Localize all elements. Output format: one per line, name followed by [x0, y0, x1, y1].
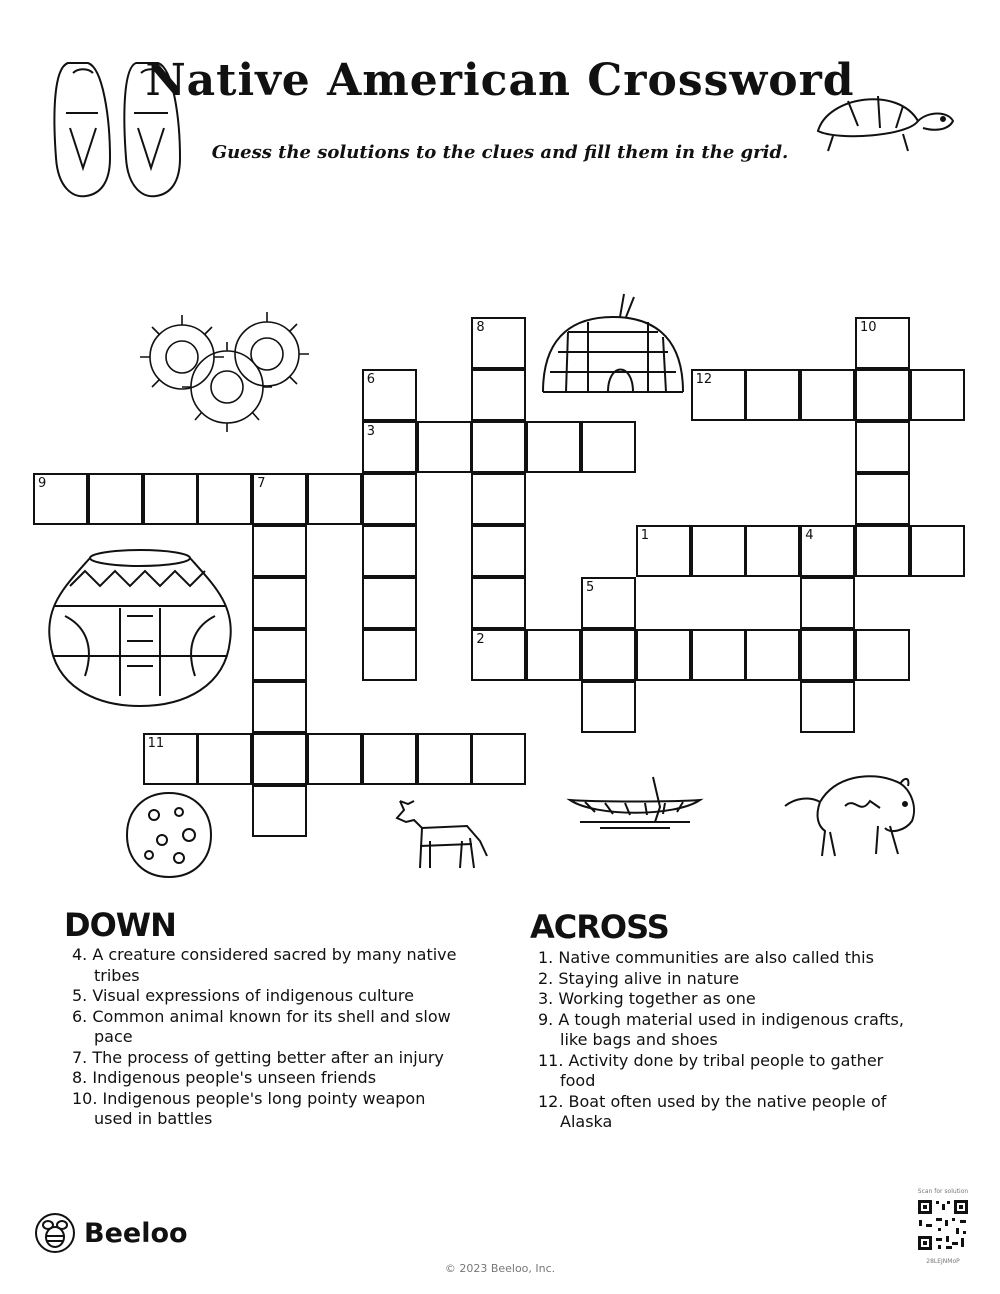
grid-cell[interactable] — [745, 629, 800, 681]
grid-cell[interactable] — [307, 733, 362, 785]
grid-cell[interactable] — [362, 369, 417, 421]
qr-code-icon[interactable] — [916, 1198, 970, 1252]
grid-cell[interactable] — [581, 681, 636, 733]
grid-cell[interactable] — [471, 733, 526, 785]
across-clue: 2. Staying alive in nature — [538, 968, 740, 988]
brand-name: Beeloo — [84, 1217, 188, 1249]
grid-cell[interactable] — [526, 421, 581, 473]
grid-cell[interactable] — [471, 317, 526, 369]
cell-number: 2 — [476, 632, 485, 647]
grid-cell[interactable] — [362, 421, 417, 473]
grid-cell[interactable] — [362, 577, 417, 629]
grid-cell[interactable] — [362, 525, 417, 577]
grid-cell[interactable] — [252, 785, 307, 837]
grid-cell[interactable] — [855, 421, 910, 473]
grid-cell[interactable] — [636, 525, 691, 577]
brand-logo — [34, 1212, 188, 1254]
cell-number: 3 — [366, 424, 376, 439]
grid-cell[interactable] — [691, 629, 746, 681]
grid-cell[interactable] — [636, 629, 691, 681]
grid-cell[interactable] — [143, 733, 198, 785]
cell-number: 6 — [366, 372, 376, 387]
cell-number: 9 — [38, 476, 47, 491]
grid-cell[interactable] — [307, 473, 362, 525]
down-clues — [70, 945, 460, 1130]
page-title: Native American Crossword — [145, 55, 855, 106]
grid-cell[interactable] — [526, 629, 581, 681]
bee-icon — [34, 1212, 76, 1254]
grid-cell[interactable] — [197, 733, 252, 785]
grid-cell[interactable] — [581, 629, 636, 681]
across-clue: 3. Working together as one — [538, 989, 756, 1008]
grid-cell[interactable] — [197, 473, 252, 525]
down-clue: 5. Visual expressions of indigenous culture — [72, 986, 414, 1005]
grid-cell[interactable] — [800, 577, 855, 629]
grid-cell[interactable] — [417, 733, 472, 785]
across-clue: 1. Native communities are also called this — [538, 948, 874, 967]
grid-cell[interactable] — [800, 629, 855, 681]
cell-number: 1 — [640, 528, 650, 543]
grid-cell[interactable] — [252, 681, 307, 733]
grid-cell[interactable] — [691, 525, 746, 577]
across-heading: ACROSS — [530, 908, 669, 946]
across-clue: 12. Boat often used by the native people of Alaska — [538, 1091, 887, 1131]
grid-cell[interactable] — [745, 525, 800, 577]
down-heading: DOWN — [64, 906, 176, 944]
grid-cell[interactable] — [471, 421, 526, 473]
down-clue: 7. The process of getting better after an injury — [72, 1047, 444, 1067]
cell-number: 4 — [805, 528, 814, 543]
down-clue: 8. Indigenous people's unseen friends — [72, 1068, 377, 1087]
grid-cell[interactable] — [800, 369, 855, 421]
down-clue: 10. Indigenous people's long pointy weapon used in battles — [72, 1088, 426, 1128]
grid-cell[interactable] — [252, 577, 307, 629]
grid-cell[interactable] — [471, 525, 526, 577]
cell-number: 7 — [257, 476, 266, 491]
grid-cell[interactable] — [252, 629, 307, 681]
grid-cell[interactable] — [800, 681, 855, 733]
grid-cell[interactable] — [252, 733, 307, 785]
grid-cell[interactable] — [362, 629, 417, 681]
grid-cell[interactable] — [855, 369, 910, 421]
grid-cell[interactable] — [910, 369, 965, 421]
copyright-notice: © 2023 Beeloo, Inc. — [444, 1262, 556, 1275]
grid-cell[interactable] — [362, 733, 417, 785]
across-clues — [536, 948, 911, 1133]
cell-number: 11 — [147, 736, 165, 751]
grid-cell[interactable] — [581, 421, 636, 473]
across-clue: 9. A tough material used in indigenous crafts, like bags and shoes — [538, 1009, 904, 1049]
grid-cell[interactable] — [417, 421, 472, 473]
grid-cell[interactable] — [691, 369, 746, 421]
qr-label: Scan for solution — [917, 1188, 969, 1195]
grid-cell[interactable] — [143, 473, 198, 525]
grid-cell[interactable] — [745, 369, 800, 421]
grid-cell[interactable] — [471, 629, 526, 681]
grid-cell[interactable] — [33, 473, 88, 525]
grid-cell[interactable] — [855, 525, 910, 577]
grid-cell[interactable] — [800, 525, 855, 577]
grid-cell[interactable] — [855, 317, 910, 369]
grid-cell[interactable] — [855, 473, 910, 525]
grid-cell[interactable] — [471, 473, 526, 525]
down-clue: 4. A creature considered sacred by many native tribes — [72, 945, 457, 985]
grid-cell[interactable] — [471, 577, 526, 629]
grid-cell[interactable] — [581, 577, 636, 629]
qr-section — [910, 1188, 976, 1265]
grid-cell[interactable] — [362, 473, 417, 525]
grid-cell[interactable] — [855, 629, 910, 681]
cell-number: 10 — [860, 320, 877, 335]
cell-number: 5 — [586, 580, 595, 595]
cell-number: 12 — [695, 372, 713, 387]
grid-cell[interactable] — [252, 473, 307, 525]
page-subtitle: Guess the solutions to the clues and fill them in the grid. — [211, 142, 789, 163]
grid-cell[interactable] — [88, 473, 143, 525]
grid-cell[interactable] — [471, 369, 526, 421]
across-clue: 11. Activity done by tribal people to gather food — [538, 1050, 884, 1090]
grid-cell[interactable] — [910, 525, 965, 577]
down-clue: 6. Common animal known for its shell and slow pace — [72, 1006, 451, 1046]
qr-code-text: 28LEJNMoP — [926, 1258, 960, 1265]
grid-cell[interactable] — [252, 525, 307, 577]
cell-number: 8 — [476, 320, 485, 335]
